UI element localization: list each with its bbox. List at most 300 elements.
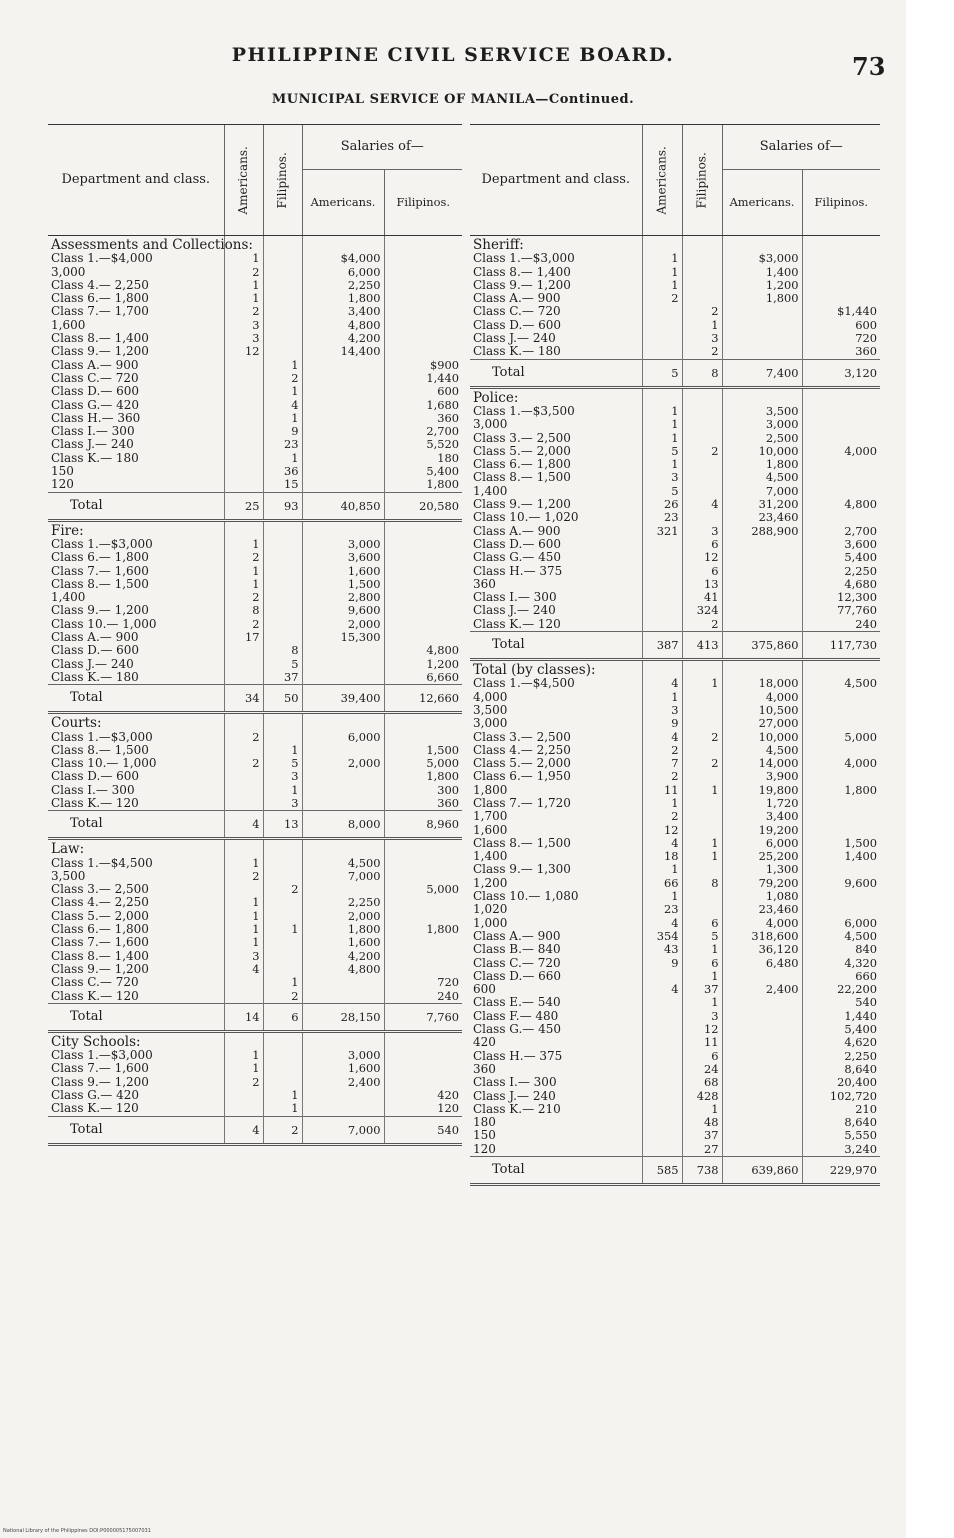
filipinos-count: 738 (682, 1157, 722, 1185)
row-label: City Schools: (48, 1031, 224, 1049)
filipinos-count (682, 810, 722, 823)
filipinos-count (682, 903, 722, 916)
salary-filipinos: 210 (855, 1101, 878, 1116)
row-label: 3,500 (48, 870, 224, 883)
salary-americans (722, 1090, 802, 1103)
salary-americans: 19,200 (722, 824, 802, 837)
americans-count (224, 385, 263, 398)
row-label: Class 1.—$3,500 (470, 405, 642, 418)
americans-count: 2 (224, 305, 263, 318)
americans-count: 1 (224, 565, 263, 578)
salary-americans (722, 305, 802, 318)
header-filipinos: Filipinos. (682, 125, 722, 236)
salary-filipinos: 12,660 (384, 685, 462, 713)
filipinos-count: 1 (263, 923, 302, 936)
americans-count: 1 (642, 863, 682, 876)
salary-americans: 1,600 (302, 936, 384, 949)
row-label: Class D.— 600 (470, 319, 642, 332)
salary-americans (302, 425, 384, 438)
table-row (470, 1036, 880, 1049)
filipinos-count (682, 744, 722, 757)
americans-count (642, 1010, 682, 1023)
salary-filipinos: 120 (437, 1101, 460, 1116)
filipinos-count: 1 (682, 850, 722, 863)
row-label: Class I.— 300 (470, 591, 642, 604)
row-label: Class 3.— 2,500 (470, 432, 642, 445)
americans-count (224, 412, 263, 425)
salary-americans: 23,460 (722, 511, 802, 524)
americans-count: 3 (642, 471, 682, 484)
row-label: Class A.— 900 (48, 359, 224, 372)
americans-count (642, 1103, 682, 1116)
row-label: Class 7.— 1,600 (48, 1062, 224, 1075)
salary-americans (302, 839, 384, 857)
americans-count: 2 (224, 1076, 263, 1089)
row-label: Class C.— 720 (470, 305, 642, 318)
filipinos-count (263, 520, 302, 538)
americans-count: 4 (642, 677, 682, 690)
americans-count (642, 1143, 682, 1157)
filipinos-count: 3 (263, 797, 302, 811)
table-row (470, 1023, 880, 1036)
americans-count (224, 465, 263, 478)
americans-count: 8 (224, 604, 263, 617)
salary-filipinos (384, 305, 462, 318)
salary-americans: 1,600 (302, 565, 384, 578)
table-row (470, 850, 880, 863)
row-label: Class G.— 420 (48, 1089, 224, 1102)
americans-count (642, 970, 682, 983)
filipinos-count (263, 538, 302, 551)
americans-count: 23 (642, 511, 682, 524)
americans-count (642, 1050, 682, 1063)
salary-filipinos: 22,200 (837, 982, 878, 997)
americans-count: 2 (642, 744, 682, 757)
salary-americans (722, 1129, 802, 1142)
salary-americans: 14,400 (302, 345, 384, 358)
filipinos-count (263, 252, 302, 265)
table-row (48, 990, 462, 1004)
salary-filipinos: 117,730 (802, 632, 880, 660)
salary-filipinos: 2,700 (426, 424, 460, 439)
americans-count: 25 (224, 492, 263, 520)
table-row (48, 910, 462, 923)
table-row (470, 551, 880, 564)
salary-americans: 14,000 (722, 757, 802, 770)
salary-americans: 3,000 (302, 1049, 384, 1062)
salary-americans: 15,300 (302, 631, 384, 644)
total-row (48, 685, 462, 713)
salary-americans: 4,200 (302, 332, 384, 345)
americans-count: 585 (642, 1157, 682, 1185)
americans-count: 9 (642, 957, 682, 970)
filipinos-count: 1 (263, 359, 302, 372)
americans-count (642, 618, 682, 632)
table-row (48, 551, 462, 564)
salary-filipinos: 660 (855, 968, 878, 983)
row-label: Class A.— 900 (48, 631, 224, 644)
salary-americans (722, 538, 802, 551)
salary-americans (722, 319, 802, 332)
row-label: Class 4.— 2,250 (470, 744, 642, 757)
row-label: 4,000 (470, 691, 642, 704)
americans-count (642, 1036, 682, 1049)
americans-count: 17 (224, 631, 263, 644)
row-label: Class K.— 180 (48, 671, 224, 685)
salary-americans: 4,000 (722, 917, 802, 930)
salary-americans (302, 1102, 384, 1116)
salary-americans: 27,000 (722, 717, 802, 730)
salary-americans (302, 359, 384, 372)
row-label: Class 5.— 2,000 (470, 445, 642, 458)
salary-americans (302, 883, 384, 896)
table-row (470, 797, 880, 810)
salary-filipinos: 5,400 (844, 550, 878, 565)
salary-americans (722, 996, 802, 1009)
table-row (48, 359, 462, 372)
table-row (48, 604, 462, 617)
salary-filipinos (384, 591, 462, 604)
filipinos-count: 1 (682, 677, 722, 690)
row-label: Class G.— 450 (470, 1023, 642, 1036)
row-label: 1,600 (470, 824, 642, 837)
filipinos-count: 2 (682, 618, 722, 632)
filipinos-count: 37 (263, 671, 302, 685)
filipinos-count (263, 305, 302, 318)
table-row (48, 896, 462, 909)
americans-count: 66 (642, 877, 682, 890)
section-row (48, 520, 462, 538)
salary-filipinos (384, 292, 462, 305)
filipinos-count: 324 (682, 604, 722, 617)
salary-americans (722, 591, 802, 604)
salary-filipinos (384, 896, 462, 909)
table-row (48, 671, 462, 685)
library-footer: National Library of the Philippines DOI:P000005175007031 (3, 1528, 151, 1534)
salary-americans: 9,600 (302, 604, 384, 617)
salary-filipinos: 3,120 (802, 359, 880, 387)
americans-count: 12 (642, 824, 682, 837)
table-row (48, 438, 462, 451)
americans-count (224, 425, 263, 438)
americans-count (224, 976, 263, 989)
salary-americans: 1,600 (302, 1062, 384, 1075)
americans-count: 1 (642, 252, 682, 265)
table-row (470, 983, 880, 996)
salary-filipinos: 540 (384, 1116, 462, 1144)
salary-filipinos (802, 704, 880, 717)
americans-count: 1 (642, 418, 682, 431)
table-row (48, 770, 462, 783)
row-label: Total (470, 359, 642, 387)
americans-count: 2 (224, 266, 263, 279)
salary-filipinos (802, 458, 880, 471)
table-row (48, 538, 462, 551)
salary-filipinos: 5,000 (426, 756, 460, 771)
table-row (470, 970, 880, 983)
table-row (48, 412, 462, 425)
salary-filipinos (384, 279, 462, 292)
table-row (470, 837, 880, 850)
table-row (48, 279, 462, 292)
salary-americans (722, 1116, 802, 1129)
salary-filipinos: 1,800 (426, 922, 460, 937)
row-label: Class D.— 600 (470, 538, 642, 551)
salary-filipinos (802, 903, 880, 916)
salary-americans (302, 452, 384, 465)
table-row (470, 458, 880, 471)
filipinos-count: 1 (263, 452, 302, 465)
table-row (48, 923, 462, 936)
filipinos-count: 27 (682, 1143, 722, 1157)
salary-filipinos: 4,000 (844, 443, 878, 458)
row-label: Class 8.— 1,400 (470, 266, 642, 279)
table-row (48, 252, 462, 265)
americans-count: 1 (642, 797, 682, 810)
salary-americans: 36,120 (722, 943, 802, 956)
salary-filipinos: 1,400 (844, 849, 878, 864)
americans-count (642, 1076, 682, 1089)
salary-filipinos: 8,640 (844, 1115, 878, 1130)
filipinos-count: 3 (682, 332, 722, 345)
table-row (470, 744, 880, 757)
table-row (48, 578, 462, 591)
filipinos-count: 48 (682, 1116, 722, 1129)
table-row (470, 266, 880, 279)
filipinos-count: 4 (263, 399, 302, 412)
filipinos-count (263, 591, 302, 604)
salary-filipinos (384, 578, 462, 591)
salary-filipinos: 2,700 (844, 523, 878, 538)
salary-americans: 19,800 (722, 784, 802, 797)
americans-count (642, 236, 682, 253)
salary-filipinos: 180 (437, 450, 460, 465)
salary-americans (302, 412, 384, 425)
row-label: Total (470, 1157, 642, 1185)
total-row (48, 811, 462, 839)
row-label: 1,200 (470, 877, 642, 890)
americans-count: 1 (224, 538, 263, 551)
table-row (48, 744, 462, 757)
salary-americans: 3,000 (302, 538, 384, 551)
salary-filipinos: 6,660 (426, 669, 460, 684)
salary-americans (302, 744, 384, 757)
americans-count: 1 (224, 896, 263, 909)
americans-count: 5 (642, 485, 682, 498)
filipinos-count (682, 863, 722, 876)
filipinos-count: 24 (682, 1063, 722, 1076)
salary-filipinos (384, 950, 462, 963)
header-salaries-filipinos: Filipinos. (802, 170, 880, 236)
row-label: 3,000 (48, 266, 224, 279)
row-label: Class 8.— 1,500 (48, 578, 224, 591)
americans-count: 1 (224, 857, 263, 870)
salary-americans: 79,200 (722, 877, 802, 890)
americans-count: 321 (642, 525, 682, 538)
salary-americans: 31,200 (722, 498, 802, 511)
salary-filipinos: $900 (430, 357, 460, 372)
table-row (48, 644, 462, 657)
filipinos-count (263, 963, 302, 976)
table-row (470, 445, 880, 458)
americans-count (224, 784, 263, 797)
americans-count: 14 (224, 1003, 263, 1031)
filipinos-count: 1 (682, 1103, 722, 1116)
table-row (48, 465, 462, 478)
americans-count (224, 520, 263, 538)
table-row (470, 511, 880, 524)
filipinos-count: 2 (682, 757, 722, 770)
filipinos-count (682, 432, 722, 445)
salary-filipinos (384, 839, 462, 857)
row-label: Class D.— 600 (48, 644, 224, 657)
americans-count: 23 (642, 903, 682, 916)
americans-count (224, 671, 263, 685)
salary-filipinos: 77,760 (837, 603, 878, 618)
table-row (470, 731, 880, 744)
row-label: Class J.— 240 (470, 1090, 642, 1103)
salary-filipinos (384, 604, 462, 617)
header-department: Department and class. (470, 125, 642, 236)
americans-count: 1 (224, 1062, 263, 1075)
salary-americans: 7,400 (722, 359, 802, 387)
salary-americans (302, 976, 384, 989)
row-label: 1,000 (470, 917, 642, 930)
table-row (470, 525, 880, 538)
row-label: Class D.— 600 (48, 385, 224, 398)
table-row (470, 784, 880, 797)
row-label: Law: (48, 839, 224, 857)
americans-count: 2 (642, 292, 682, 305)
table-row (48, 425, 462, 438)
salary-filipinos: 1,440 (844, 1008, 878, 1023)
filipinos-count: 13 (682, 578, 722, 591)
total-row (48, 1003, 462, 1031)
salary-americans (722, 1103, 802, 1116)
table-row (470, 578, 880, 591)
table-row (470, 917, 880, 930)
salary-americans (722, 1036, 802, 1049)
salary-americans: 6,480 (722, 957, 802, 970)
row-label: 1,800 (470, 784, 642, 797)
americans-count: 5 (642, 445, 682, 458)
salary-americans (722, 1010, 802, 1023)
row-label: Class 4.— 2,250 (48, 896, 224, 909)
table-row (48, 883, 462, 896)
table-row (48, 618, 462, 631)
header-salaries-filipinos: Filipinos. (384, 170, 462, 236)
salary-filipinos (384, 1062, 462, 1075)
row-label: Police: (470, 387, 642, 405)
filipinos-count: 428 (682, 1090, 722, 1103)
americans-count (224, 359, 263, 372)
americans-count: 1 (224, 292, 263, 305)
table-row (48, 565, 462, 578)
salary-filipinos: 9,600 (844, 875, 878, 890)
table-row (470, 591, 880, 604)
row-label: Total (48, 685, 224, 713)
filipinos-count (682, 387, 722, 405)
table-row (470, 418, 880, 431)
row-label: Class I.— 300 (48, 425, 224, 438)
salary-americans (302, 770, 384, 783)
americans-count: 3 (642, 704, 682, 717)
row-label: 1,400 (470, 485, 642, 498)
filipinos-count (682, 471, 722, 484)
filipinos-count: 2 (682, 731, 722, 744)
americans-count: 4 (642, 917, 682, 930)
salary-americans: 2,250 (302, 896, 384, 909)
salary-americans: 25,200 (722, 850, 802, 863)
salary-filipinos: 1,440 (426, 370, 460, 385)
row-label: Class J.— 240 (48, 658, 224, 671)
americans-count: 3 (224, 319, 263, 332)
salary-filipinos: 102,720 (829, 1088, 878, 1103)
row-label: Class 8.— 1,500 (470, 471, 642, 484)
salary-filipinos (384, 618, 462, 631)
row-label: Class 1.—$3,000 (48, 731, 224, 744)
table-row (470, 704, 880, 717)
americans-count (642, 319, 682, 332)
salary-filipinos: 5,000 (426, 882, 460, 897)
filipinos-count (682, 704, 722, 717)
filipinos-count: 2 (263, 372, 302, 385)
row-label: Total (by classes): (470, 660, 642, 678)
filipinos-count: 12 (682, 551, 722, 564)
salary-americans: 2,800 (302, 591, 384, 604)
americans-count: 1 (642, 691, 682, 704)
row-label: Class 3.— 2,500 (470, 731, 642, 744)
salary-filipinos: 1,200 (426, 656, 460, 671)
row-label: Class 7.— 1,720 (470, 797, 642, 810)
table-row (470, 1116, 880, 1129)
filipinos-count: 3 (263, 770, 302, 783)
filipinos-count: 15 (263, 478, 302, 492)
salary-americans: 1,800 (302, 923, 384, 936)
table-row (470, 677, 880, 690)
row-label: Class 9.— 1,200 (48, 1076, 224, 1089)
americans-count: 2 (642, 810, 682, 823)
salary-americans (302, 520, 384, 538)
salary-filipinos (802, 292, 880, 305)
americans-count: 4 (224, 963, 263, 976)
americans-count (224, 658, 263, 671)
filipinos-count (682, 511, 722, 524)
total-row (470, 1157, 880, 1185)
row-label: 3,500 (470, 704, 642, 717)
salary-filipinos: 840 (855, 942, 878, 957)
row-label: Class B.— 840 (470, 943, 642, 956)
salary-filipinos (802, 691, 880, 704)
header-salaries-of: Salaries of— (302, 125, 462, 170)
row-label: Class 10.— 1,000 (48, 757, 224, 770)
americans-count: 4 (642, 731, 682, 744)
filipinos-count (263, 292, 302, 305)
row-label: Class 10.— 1,020 (470, 511, 642, 524)
filipinos-count (263, 565, 302, 578)
salary-filipinos: 7,760 (384, 1003, 462, 1031)
filipinos-count: 2 (263, 990, 302, 1004)
table-row (48, 784, 462, 797)
americans-count: 4 (224, 811, 263, 839)
americans-count: 1 (642, 405, 682, 418)
row-label: Class 9.— 1,200 (470, 498, 642, 511)
table-row (470, 1010, 880, 1023)
row-label: Assessments and Collections: (48, 236, 224, 253)
table-row (48, 452, 462, 465)
salary-filipinos: 360 (855, 344, 878, 359)
salary-americans: 7,000 (722, 485, 802, 498)
